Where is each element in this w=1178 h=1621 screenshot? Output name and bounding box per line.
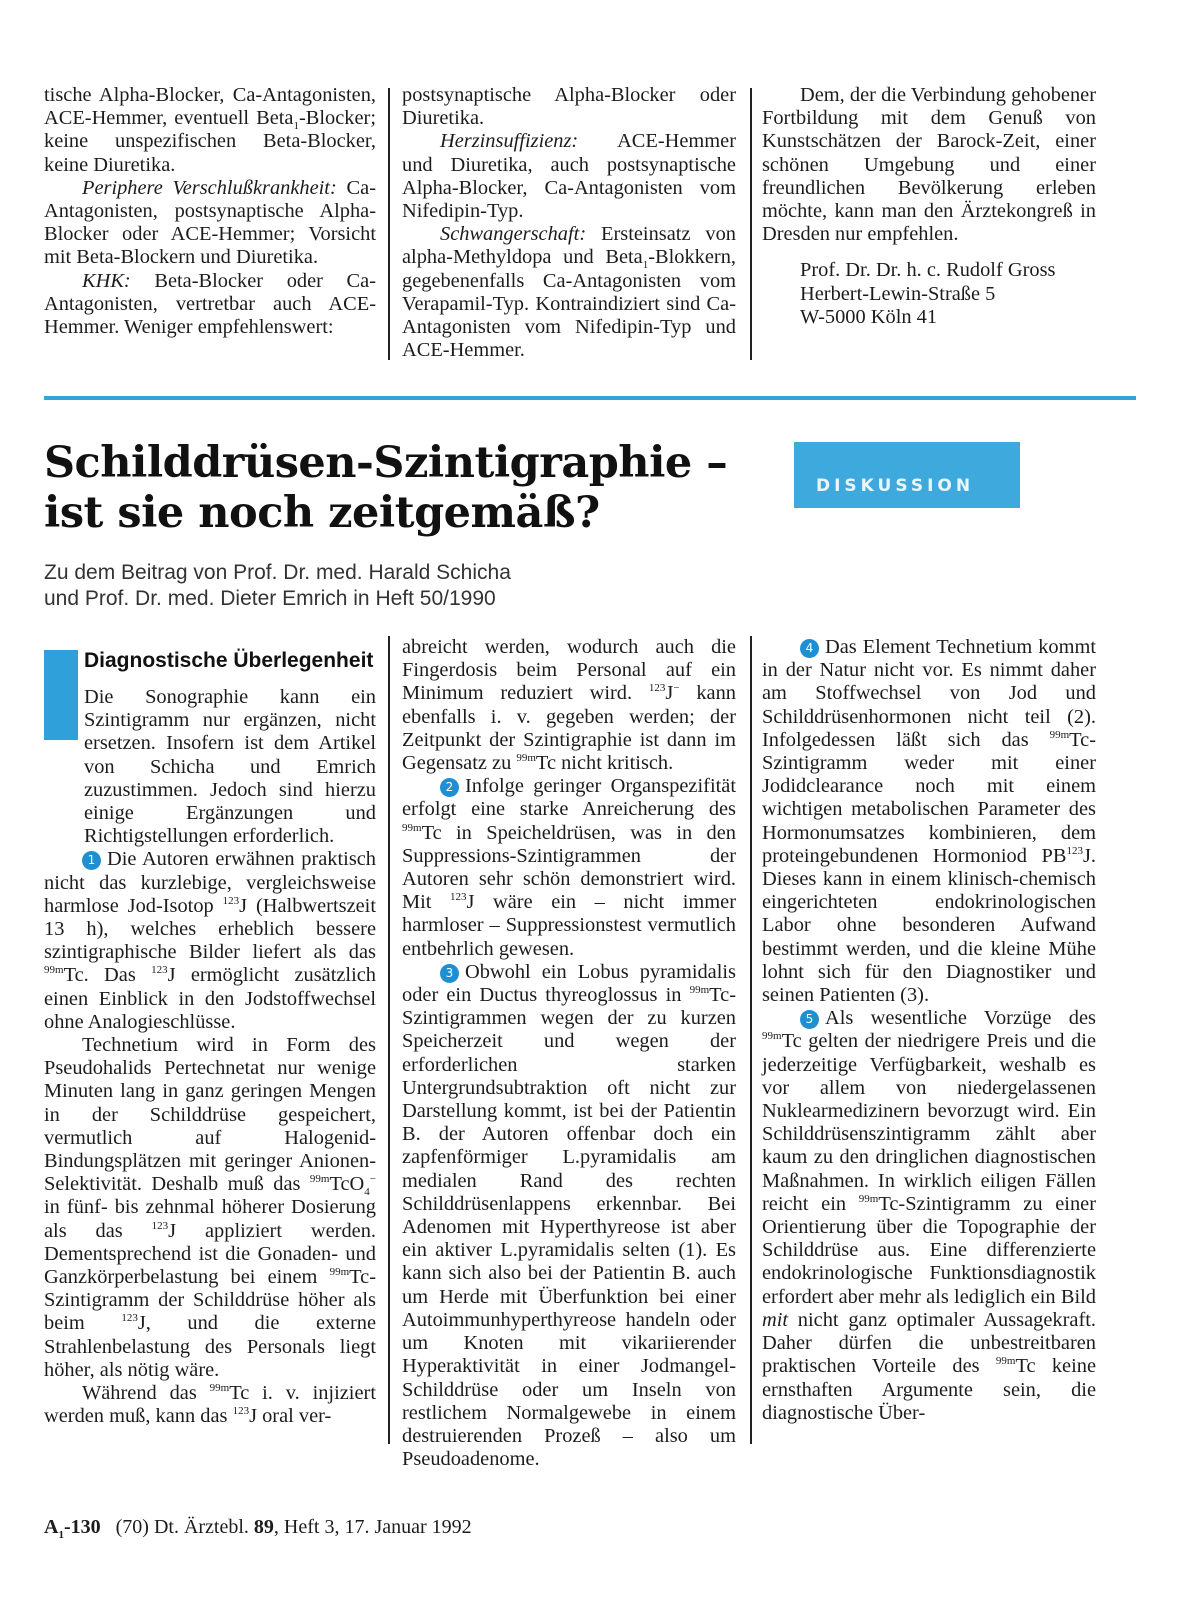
- number-marker-3: 3: [440, 964, 459, 983]
- article-column-1: [44, 649, 376, 1429]
- top-column-2: [402, 84, 736, 362]
- paragraph-text: Die Autoren erwähnen praktisch nicht das kurzlebige, vergleichsweise harmlose Jod-Isotop $^{123}$J (Halbwertszeit 13 h), welches erheblich bessere szintigraphische Bilder liefert als das $^{99m}$Tc. Das $^{123}$J ermöglicht zusätzlich einen Einblick in den Jodstoffwechsel ohne Analogieschlüsse.: [44, 848, 376, 1033]
- number-marker-5: 5: [800, 1010, 819, 1029]
- article-column-2: [402, 636, 736, 1471]
- section-heading: Diagnostische Überlegenheit: [84, 649, 374, 672]
- number-marker-2: 2: [440, 778, 459, 797]
- article-subtitle: [44, 560, 511, 612]
- section-badge: [794, 442, 1020, 508]
- column-divider: [388, 636, 390, 1444]
- paragraph: [402, 961, 736, 1471]
- paragraph: [762, 636, 1096, 1007]
- paragraph: Während das $^{99m}$Tc i. v. injiziert werden muß, kann das $^{123}$J oral ver-: [44, 1382, 376, 1428]
- paragraph: [44, 848, 376, 1034]
- journal-volume: 89: [253, 1516, 274, 1538]
- top-column-3: [762, 84, 1096, 329]
- signature-street: Herbert-Lewin-Straße 5: [800, 282, 996, 305]
- page-footer: [44, 1515, 472, 1539]
- subtitle-line-2: und Prof. Dr. med. Dieter Emrich in Heft 50/1990: [44, 587, 496, 610]
- paragraph-text: Obwohl ein Lobus pyramidalis oder ein Ductus thyreoglossus in $^{99m}$Tc-Szintigrammen wegen der zu kurzen Speicherzeit und wegen der erforderlichen starken Untergrundsubtraktion oft nicht zur Darstellung kommt, ist bei der Patientin B. der Autoren offenbar doch ein zapfenförmiger L.pyramidalis am medialen Rand des rechten Schilddrüsenlappens erkennbar. Bei Adenomen mit Hyperthyreose ist aber ein aktiver L.pyramidalis selten (1). Es kann sich also bei der Patientin B. auch um Herde mit Überfunktion bei einer Autoimmunhyperthyreose handeln oder um Knoten mit vikariierender Hyperaktivität in einer Jodmangel-Schilddrüse oder um Inseln von restlichem Normalgewebe in einem destruierenden Prozeß – also um Pseudoadenome.: [402, 960, 736, 1471]
- paragraph: tische Alpha-Blocker, Ca-Antagonisten, ACE-Hemmer, eventuell Beta$_1$-Blocker; keine unspezifischen Beta-Blocker, keine Diuretika.: [44, 84, 376, 176]
- paragraph: Schwangerschaft: Ersteinsatz von alpha-Methyldopa und Beta$_1$-Blokkern, gegebenenfalls Ca-Antagonisten vom Verapamil-Typ. Kontraindiziert sind Ca-Antagonisten vom Nifedipin-Typ und ACE-Hemmer.: [402, 223, 736, 362]
- paragraph: Periphere Verschlußkrankheit: Ca-Antagonisten, postsynaptische Alpha-Blocker oder ACE-Hemmer; Vorsicht mit Beta-Blockern und Diuretika.: [44, 176, 376, 269]
- title-line-1: Schilddrüsen-Szintigraphie –: [44, 438, 728, 488]
- section-divider: [44, 396, 1136, 400]
- paragraph: Dem, der die Verbindung gehobener Fortbildung mit dem Genuß von Kunstschätzen der Barock-Zeit, einer schönen Umgebung und einer freundlichen Bevölkerung erleben möchte, kann man den Ärztekongreß in Dresden nur empfehlen.: [762, 84, 1096, 246]
- column-divider: [750, 88, 752, 360]
- column-divider: [750, 636, 752, 1444]
- signature-city: W-5000 Köln 41: [800, 305, 938, 328]
- paragraph: [762, 1007, 1096, 1425]
- article-column-3: [762, 636, 1096, 1425]
- citation-prefix: (70) Dt. Ärztebl.: [115, 1516, 254, 1538]
- paragraph: Technetium wird in Form des Pseudohalids Pertechnetat nur wenige Minuten lang in ganz geringen Mengen in der Schilddrüse gespeichert, vermutlich auf Halogenid-Bindungsplätzen mit geringer Anionen-Selektivität. Deshalb muß das $^{99m}$TcO$_4$− in fünf- bis zehnmal höherer Dosierung als das $^{123}$J appliziert werden. Dementsprechend ist die Gonaden- und Ganzkörperbelastung bei einem $^{99m}$Tc-Szintigramm der Schilddrüse höher als beim $^{123}$J, und die externe Strahlenbelastung des Personals liegt höher, als nötig wäre.: [44, 1034, 377, 1381]
- paragraph: postsynaptische Alpha-Blocker oder Diuretika.: [402, 84, 736, 130]
- page-number: $A_1-130$: [44, 1516, 101, 1541]
- column-divider: [388, 88, 390, 360]
- paragraph-text: Als wesentliche Vorzüge des $^{99m}$Tc gelten der niedrigere Preis und die jederzeitige Verfügbarkeit, weshalb es vor allem von niedergelassenen Nuklearmedizinern bevorzugt wird. Ein Schilddrüsenszintigramm zählt aber kaum zu den dringlichen diagnostischen Maßnahmen. In wirklich eiligen Fällen reicht ein $^{99m}$Tc-Szintigramm zu einer Orientierung über die Topographie der Schilddrüse aus. Eine differenzierte endokrinologische Funktionsdiagnostik erfordert aber mehr als lediglich ein Bild mit nicht ganz optimaler Aussagekraft. Daher dürfen die unbestreitbaren praktischen Vorteile des $^{99m}$Tc keine ernsthaften Argumente sein, die diagnostische Über-: [762, 1007, 1096, 1424]
- paragraph-text: Das Element Technetium kommt in der Natur nicht vor. Es nimmt daher am Stoffwechsel von Jod und Schilddrüsenhormonen nicht teil (2). Infolgedessen läßt sich das $^{99m}$Tc-Szintigramm weder mit einer Jodidclearance noch mit einem wichtigen metabolischen Parameter des Hormonumsatzes kombinieren, dem proteingebundenen Hormoniod PB$^{123}$J. Dieses kann in einem klinisch-chemisch eingerichteten endokrinologischen Labor ohne besonderen Aufwand bestimmt werden, und die kleine Mühe lohnt sich für den Diagnostiker und seinen Patienten (3).: [762, 636, 1096, 1007]
- signature-name: Prof. Dr. Dr. h. c. Rudolf Gross: [800, 259, 1056, 282]
- paragraph: [402, 775, 736, 961]
- paragraph: abreicht werden, wodurch auch die Fingerdosis beim Personal auf ein Minimum reduziert wird. $^{123}$J− kann ebenfalls i. v. gegeben werden; der Zeitpunkt der Szintigraphie ist dann im Gegensatz zu $^{99m}$Tc nicht kritisch.: [402, 636, 736, 775]
- title-line-2: ist sie noch zeitgemäß?: [44, 488, 600, 538]
- citation-suffix: , Heft 3, 17. Januar 1992: [273, 1516, 472, 1538]
- article-title: [44, 438, 727, 538]
- paragraph: KHK: Beta-Blocker oder Ca-Antagonisten, vertretbar auch ACE-Hemmer. Weniger empfehlenswert:: [44, 269, 376, 339]
- paragraph: Herzinsuffizienz: ACE-Hemmer und Diuretika, auch postsynaptische Alpha-Blocker, Ca-Antagonisten vom Nifedipin-Typ.: [402, 130, 736, 223]
- badge-label: DISKUSSION: [816, 476, 975, 496]
- top-column-1: [44, 84, 376, 339]
- number-marker-4: 4: [800, 639, 819, 658]
- subtitle-line-1: Zu dem Beitrag von Prof. Dr. med. Harald Schicha: [44, 561, 511, 584]
- number-marker-1: 1: [82, 851, 101, 870]
- paragraph: Die Sonographie kann ein Szintigramm nur ergänzen, nicht ersetzen. Insofern ist dem Artikel von Schicha und Emrich zuzustimmen. Jedoch sind hierzu einige Ergänzungen und Richtigstellungen erforderlich.: [84, 686, 376, 848]
- author-signature: [762, 259, 1096, 329]
- paragraph-text: Infolge geringer Organspezifität erfolgt eine starke Anreicherung des $^{99m}$Tc in Speicheldrüsen, was in den Suppressions-Szintigrammen der Autoren sehr schön demonstriert wird. Mit $^{123}$J wäre ein – nicht immer harmloser – Suppressionstest vermutlich entbehrlich gewesen.: [402, 775, 736, 960]
